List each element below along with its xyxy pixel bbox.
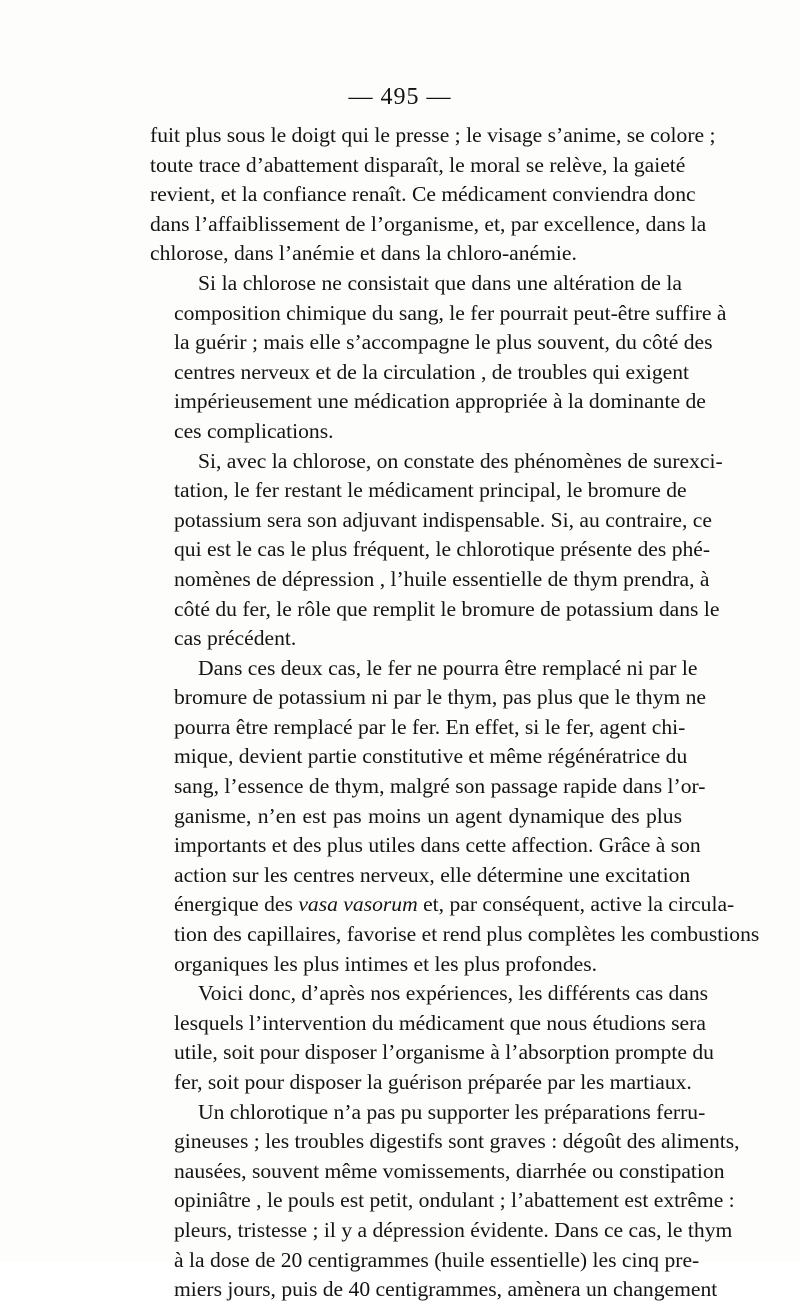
- text-line: qui est le cas le plus fréquent, le chlorotique présente des phé-: [174, 537, 711, 562]
- text-line: opiniâtre , le pouls est petit, ondulant ; l’abattement est extrême :: [174, 1188, 735, 1213]
- text-line: composition chimique du sang, le fer pourrait peut-être suffire à: [174, 300, 727, 325]
- text-line: à la dose de 20 centigrammes (huile essentielle) les cinq pre-: [174, 1247, 700, 1272]
- text-line: lesquels l’intervention du médicament que nous étudions sera: [174, 1010, 706, 1035]
- paragraph: [150, 979, 714, 1097]
- text-line: fer, soit pour disposer la guérison préparée par les martiaux.: [174, 1070, 692, 1094]
- text-line: tion des capillaires, favorise et rend plus complètes les combustions: [174, 922, 760, 947]
- text-line: gineuses ; les troubles digestifs sont graves : dégoût des aliments,: [174, 1129, 740, 1154]
- text-line: potassium sera son adjuvant indispensable. Si, au contraire, ce: [174, 507, 712, 532]
- text-line: Voici donc, d’après nos expériences, les différents cas dans: [198, 981, 709, 1006]
- paragraph: [150, 654, 760, 980]
- text-line: énergique des vasa vasorum et, par conséquent, active la circula-: [174, 892, 735, 917]
- text-line: utile, soit pour disposer l’organisme à l’absorption prompte du: [174, 1040, 714, 1065]
- text-line: dans l’affaiblissement de l’organisme, et, par excellence, dans la: [150, 211, 707, 236]
- text-line: ganisme, n’en est pas moins un agent dynamique des plus: [174, 803, 682, 828]
- text-line: importants et des plus utiles dans cette affection. Grâce à son: [174, 833, 701, 858]
- text-line: toute trace d’abattement disparaît, le moral se relève, la gaieté: [150, 152, 686, 177]
- text-line: organiques les plus intimes et les plus profondes.: [174, 951, 598, 976]
- text-line: fuit plus sous le doigt qui le presse ; le visage s’anime, se colore ;: [150, 123, 716, 147]
- text-line: revient, et la confiance renaît. Ce médicament conviendra donc: [150, 182, 696, 207]
- text-line: nomènes de dépression , l’huile essentielle de thym prendra, à: [174, 566, 710, 591]
- body-text: [150, 121, 760, 1305]
- text-line: impérieusement une médication appropriée à la dominante de: [174, 389, 706, 414]
- text-line: pleurs, tristesse ; il y a dépression évidente. Dans ce cas, le thym: [174, 1217, 733, 1242]
- text-line: Si la chlorose ne consistait que dans une altération de la: [198, 270, 682, 295]
- text-line: mique, devient partie constitutive et même régénératrice du: [174, 744, 688, 769]
- text-line: centres nerveux et de la circulation , de troubles qui exigent: [174, 359, 690, 384]
- text-line: Un chlorotique n’a pas pu supporter les préparations ferru-: [198, 1099, 706, 1124]
- text-line: cas précédent.: [174, 626, 297, 651]
- text-line: sang, l’essence de thym, malgré son passage rapide dans l’or-: [174, 774, 706, 799]
- text-line: nausées, souvent même vomissements, diarrhée ou constipation: [174, 1158, 725, 1183]
- text-line: côté du fer, le rôle que remplit le bromure de potassium dans le: [174, 596, 720, 621]
- paragraph: [150, 447, 723, 654]
- text-line: Dans ces deux cas, le fer ne pourra être remplacé ni par le: [198, 655, 698, 680]
- italic-phrase: vasa vasorum: [298, 892, 418, 917]
- text-line: miers jours, puis de 40 centigrammes, amènera un changement: [174, 1277, 718, 1302]
- paragraph: [150, 1098, 740, 1305]
- text-line: ces complications.: [174, 418, 334, 443]
- paragraph: [150, 269, 727, 447]
- text-line: chlorose, dans l’anémie et dans la chloro-anémie.: [150, 241, 577, 266]
- page-number: — 495 —: [348, 84, 452, 110]
- text-line: action sur les centres nerveux, elle détermine une excitation: [174, 862, 691, 887]
- paragraph: [150, 121, 716, 269]
- text-line: la guérir ; mais elle s’accompagne le plus souvent, du côté des: [174, 330, 713, 355]
- text-line: tation, le fer restant le médicament principal, le bromure de: [174, 478, 687, 503]
- text-line: bromure de potassium ni par le thym, pas plus que le thym ne: [174, 685, 706, 710]
- text-line: pourra être remplacé par le fer. En effet, si le fer, agent chi-: [174, 714, 686, 739]
- text-line: Si, avec la chlorose, on constate des phénomènes de surexci-: [198, 448, 723, 473]
